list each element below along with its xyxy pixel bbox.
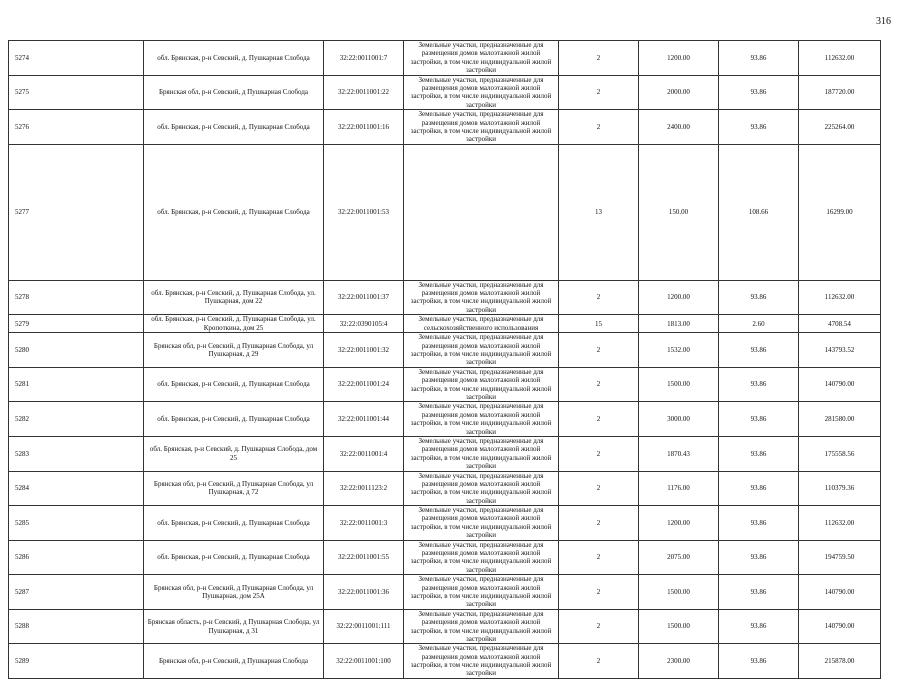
group-cell: 2 bbox=[559, 540, 639, 575]
table-row bbox=[9, 471, 881, 506]
page-number: 316 bbox=[876, 16, 891, 27]
cadastral-number-cell: 32:22:0011001:37 bbox=[324, 280, 404, 315]
row-number: 5286 bbox=[9, 540, 144, 575]
land-category-cell bbox=[404, 144, 559, 280]
land-category-cell: Земельные участки, предназначенные для размещения домов малоэтажной жилой застройки, в том числе индивидуальной жилой застройки bbox=[404, 333, 559, 368]
cadastral-number-cell: 32:22:0011001:111 bbox=[324, 609, 404, 644]
specific-value-cell: 93.86 bbox=[719, 41, 799, 76]
specific-value-cell: 108.66 bbox=[719, 144, 799, 280]
table-row bbox=[9, 506, 881, 541]
specific-value-cell: 93.86 bbox=[719, 436, 799, 471]
area-cell: 2400.00 bbox=[639, 110, 719, 145]
table-row bbox=[9, 402, 881, 437]
cadastral-value-cell: 140790.00 bbox=[799, 609, 881, 644]
cadastral-number-cell: 32:22:0011001:4 bbox=[324, 436, 404, 471]
specific-value-cell: 93.86 bbox=[719, 402, 799, 437]
group-cell: 2 bbox=[559, 280, 639, 315]
address-cell: обл. Брянская, р-н Севский, д. Пушкарная Слобода, ул. Кропоткина, дом 25 bbox=[144, 315, 324, 333]
cadastral-value-cell: 225264.00 bbox=[799, 110, 881, 145]
group-cell: 2 bbox=[559, 75, 639, 110]
specific-value-cell: 93.86 bbox=[719, 540, 799, 575]
area-cell: 2300.00 bbox=[639, 644, 719, 679]
address-cell: обл. Брянская, р-н Севский, д. Пушкарная Слобода bbox=[144, 41, 324, 76]
cadastral-number-cell: 32:22:0390105:4 bbox=[324, 315, 404, 333]
table-row bbox=[9, 436, 881, 471]
cadastral-value-cell: 110379.36 bbox=[799, 471, 881, 506]
land-category-cell: Земельные участки, предназначенные для сельскохозяйственного использования bbox=[404, 315, 559, 333]
group-cell: 2 bbox=[559, 333, 639, 368]
cadastral-value-cell: 140790.00 bbox=[799, 367, 881, 402]
table-row bbox=[9, 575, 881, 610]
specific-value-cell: 2.60 bbox=[719, 315, 799, 333]
row-number: 5274 bbox=[9, 41, 144, 76]
address-cell: обл. Брянская, р-н Севский, д. Пушкарная Слобода bbox=[144, 367, 324, 402]
address-cell: обл. Брянская, р-н Севский, д. Пушкарная Слобода bbox=[144, 402, 324, 437]
row-number: 5283 bbox=[9, 436, 144, 471]
land-category-cell: Земельные участки, предназначенные для размещения домов малоэтажной жилой застройки, в том числе индивидуальной жилой застройки bbox=[404, 367, 559, 402]
specific-value-cell: 93.86 bbox=[719, 609, 799, 644]
specific-value-cell: 93.86 bbox=[719, 75, 799, 110]
row-number: 5277 bbox=[9, 144, 144, 280]
specific-value-cell: 93.86 bbox=[719, 506, 799, 541]
cadastral-value-cell: 175558.56 bbox=[799, 436, 881, 471]
specific-value-cell: 93.86 bbox=[719, 110, 799, 145]
table-row bbox=[9, 333, 881, 368]
group-cell: 2 bbox=[559, 644, 639, 679]
group-cell: 2 bbox=[559, 575, 639, 610]
specific-value-cell: 93.86 bbox=[719, 333, 799, 368]
row-number: 5287 bbox=[9, 575, 144, 610]
table-row bbox=[9, 540, 881, 575]
specific-value-cell: 93.86 bbox=[719, 471, 799, 506]
land-category-cell: Земельные участки, предназначенные для размещения домов малоэтажной жилой застройки, в том числе индивидуальной жилой застройки bbox=[404, 41, 559, 76]
address-cell: Брянская обл, р-н Севский, д Пушкарная Слобода bbox=[144, 75, 324, 110]
cadastral-number-cell: 32:22:0011001:22 bbox=[324, 75, 404, 110]
group-cell: 2 bbox=[559, 609, 639, 644]
group-cell: 2 bbox=[559, 471, 639, 506]
land-category-cell: Земельные участки, предназначенные для размещения домов малоэтажной жилой застройки, в том числе индивидуальной жилой застройки bbox=[404, 540, 559, 575]
address-cell: Брянская обл, р-н Севский, д Пушкарная Слобода, ул Пушкарная, д 29 bbox=[144, 333, 324, 368]
area-cell: 2000.00 bbox=[639, 75, 719, 110]
cadastral-number-cell: 32:22:0011001:7 bbox=[324, 41, 404, 76]
land-category-cell: Земельные участки, предназначенные для размещения домов малоэтажной жилой застройки, в том числе индивидуальной жилой застройки bbox=[404, 506, 559, 541]
cadastral-value-cell: 16299.00 bbox=[799, 144, 881, 280]
cadastral-number-cell: 32:22:0011001:36 bbox=[324, 575, 404, 610]
address-cell: Брянская область, р-н Севский, д Пушкарная Слобода, ул Пушкарная, д 31 bbox=[144, 609, 324, 644]
cadastral-value-table bbox=[8, 40, 880, 679]
table-row bbox=[9, 315, 881, 333]
group-cell: 15 bbox=[559, 315, 639, 333]
table-row bbox=[9, 110, 881, 145]
row-number: 5285 bbox=[9, 506, 144, 541]
cadastral-value-cell: 4708.54 bbox=[799, 315, 881, 333]
cadastral-number-cell: 32:22:0011001:44 bbox=[324, 402, 404, 437]
land-category-cell: Земельные участки, предназначенные для размещения домов малоэтажной жилой застройки, в том числе индивидуальной жилой застройки bbox=[404, 402, 559, 437]
cadastral-number-cell: 32:22:0011001:16 bbox=[324, 110, 404, 145]
group-cell: 2 bbox=[559, 506, 639, 541]
row-number: 5288 bbox=[9, 609, 144, 644]
cadastral-number-cell: 32:22:0011001:53 bbox=[324, 144, 404, 280]
row-number: 5275 bbox=[9, 75, 144, 110]
table-row bbox=[9, 609, 881, 644]
cadastral-value-cell: 281580.00 bbox=[799, 402, 881, 437]
cadastral-number-cell: 32:22:0011001:24 bbox=[324, 367, 404, 402]
row-number: 5280 bbox=[9, 333, 144, 368]
cadastral-value-cell: 194759.50 bbox=[799, 540, 881, 575]
address-cell: Брянская обл, р-н Севский, д Пушкарная Слобода, ул Пушкарная, д 72 bbox=[144, 471, 324, 506]
area-cell: 1813.00 bbox=[639, 315, 719, 333]
land-category-cell: Земельные участки, предназначенные для размещения домов малоэтажной жилой застройки, в том числе индивидуальной жилой застройки bbox=[404, 75, 559, 110]
group-cell: 2 bbox=[559, 436, 639, 471]
specific-value-cell: 93.86 bbox=[719, 367, 799, 402]
cadastral-value-cell: 140790.00 bbox=[799, 575, 881, 610]
row-number: 5278 bbox=[9, 280, 144, 315]
cadastral-number-cell: 32:22:0011001:32 bbox=[324, 333, 404, 368]
specific-value-cell: 93.86 bbox=[719, 575, 799, 610]
land-category-cell: Земельные участки, предназначенные для размещения домов малоэтажной жилой застройки, в том числе индивидуальной жилой застройки bbox=[404, 471, 559, 506]
group-cell: 2 bbox=[559, 402, 639, 437]
address-cell: обл. Брянская, р-н Севский, д. Пушкарная Слобода, дом 25 bbox=[144, 436, 324, 471]
specific-value-cell: 93.86 bbox=[719, 644, 799, 679]
table-row bbox=[9, 41, 881, 76]
cadastral-number-cell: 32:22:0011001:100 bbox=[324, 644, 404, 679]
row-number: 5276 bbox=[9, 110, 144, 145]
cadastral-value-cell: 112632.00 bbox=[799, 41, 881, 76]
area-cell: 3000.00 bbox=[639, 402, 719, 437]
cadastral-number-cell: 32:22:0011001:3 bbox=[324, 506, 404, 541]
cadastral-value-cell: 143793.52 bbox=[799, 333, 881, 368]
address-cell: обл. Брянская, р-н Севский, д. Пушкарная Слобода bbox=[144, 540, 324, 575]
area-cell: 1176.00 bbox=[639, 471, 719, 506]
table-row bbox=[9, 644, 881, 679]
area-cell: 1500.00 bbox=[639, 609, 719, 644]
row-number: 5289 bbox=[9, 644, 144, 679]
area-cell: 1500.00 bbox=[639, 575, 719, 610]
land-category-cell: Земельные участки, предназначенные для размещения домов малоэтажной жилой застройки, в том числе индивидуальной жилой застройки bbox=[404, 575, 559, 610]
group-cell: 2 bbox=[559, 41, 639, 76]
area-cell: 1200.00 bbox=[639, 41, 719, 76]
row-number: 5282 bbox=[9, 402, 144, 437]
address-cell: обл. Брянская, р-н Севский, д. Пушкарная Слобода, ул. Пушкарная, дом 22 bbox=[144, 280, 324, 315]
cadastral-value-cell: 112632.00 bbox=[799, 506, 881, 541]
specific-value-cell: 93.86 bbox=[719, 280, 799, 315]
area-cell: 1200.00 bbox=[639, 280, 719, 315]
area-cell: 2075.00 bbox=[639, 540, 719, 575]
cadastral-value-cell: 215878.00 bbox=[799, 644, 881, 679]
cadastral-number-cell: 32:22:0011001:55 bbox=[324, 540, 404, 575]
table-body bbox=[9, 41, 881, 679]
address-cell: обл. Брянская, р-н Севский, д. Пушкарная Слобода bbox=[144, 506, 324, 541]
row-number: 5279 bbox=[9, 315, 144, 333]
land-category-cell: Земельные участки, предназначенные для размещения домов малоэтажной жилой застройки, в том числе индивидуальной жилой застройки bbox=[404, 609, 559, 644]
cadastral-value-cell: 112632.00 bbox=[799, 280, 881, 315]
area-cell: 1532.00 bbox=[639, 333, 719, 368]
group-cell: 13 bbox=[559, 144, 639, 280]
land-category-cell: Земельные участки, предназначенные для размещения домов малоэтажной жилой застройки, в том числе индивидуальной жилой застройки bbox=[404, 110, 559, 145]
area-cell: 1500.00 bbox=[639, 367, 719, 402]
area-cell: 1870.43 bbox=[639, 436, 719, 471]
address-cell: Брянская обл, р-н Севский, д Пушкарная Слобода, ул Пушкарная, дом 25А bbox=[144, 575, 324, 610]
cadastral-value-cell: 187720.00 bbox=[799, 75, 881, 110]
address-cell: обл. Брянская, р-н Севский, д. Пушкарная Слобода bbox=[144, 110, 324, 145]
table-row bbox=[9, 367, 881, 402]
land-category-cell: Земельные участки, предназначенные для размещения домов малоэтажной жилой застройки, в том числе индивидуальной жилой застройки bbox=[404, 280, 559, 315]
address-cell: Брянская обл, р-н Севский, д Пушкарная Слобода bbox=[144, 644, 324, 679]
address-cell: обл. Брянская, р-н Севский, д. Пушкарная Слобода bbox=[144, 144, 324, 280]
cadastral-number-cell: 32:22:0011123:2 bbox=[324, 471, 404, 506]
area-cell: 1200.00 bbox=[639, 506, 719, 541]
table-row bbox=[9, 144, 881, 280]
table-row bbox=[9, 280, 881, 315]
land-category-cell: Земельные участки, предназначенные для размещения домов малоэтажной жилой застройки, в том числе индивидуальной жилой застройки bbox=[404, 644, 559, 679]
group-cell: 2 bbox=[559, 367, 639, 402]
row-number: 5281 bbox=[9, 367, 144, 402]
group-cell: 2 bbox=[559, 110, 639, 145]
row-number: 5284 bbox=[9, 471, 144, 506]
table-row bbox=[9, 75, 881, 110]
land-category-cell: Земельные участки, предназначенные для размещения домов малоэтажной жилой застройки, в том числе индивидуальной жилой застройки bbox=[404, 436, 559, 471]
area-cell: 150.00 bbox=[639, 144, 719, 280]
